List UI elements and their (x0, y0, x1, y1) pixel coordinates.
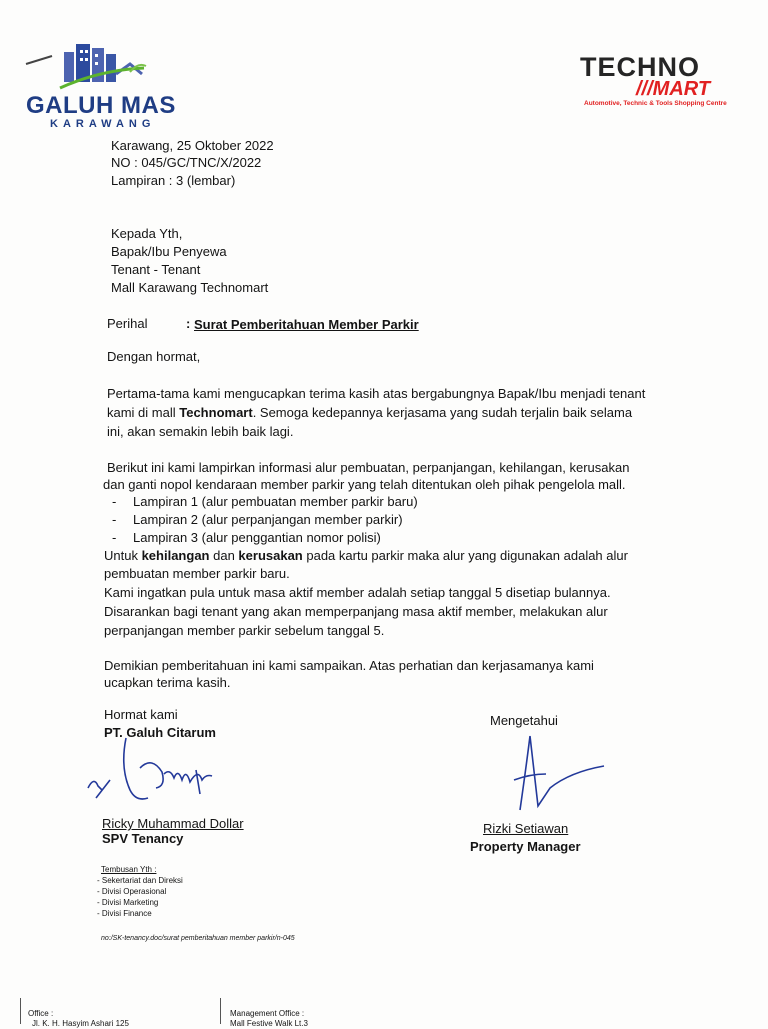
list-item: Lampiran 3 (alur penggantian nomor polisi) (133, 530, 381, 545)
paragraph-4-line: Kami ingatkan pula untuk masa aktif member adalah setiap tanggal 5 disetiap bulannya. (104, 585, 611, 600)
technomart-logo (580, 52, 730, 112)
acknowledged-label: Mengetahui (490, 713, 558, 728)
office-address: Jl. K. H. Hasyim Ashari 125 (32, 1019, 129, 1028)
subject-text: Surat Pemberitahuan Member Parkir (194, 317, 419, 332)
paragraph-4-line: Disarankan bagi tenant yang akan memperpanjang masa aktif member, melakukan alur (104, 604, 608, 619)
text: dan (209, 548, 239, 563)
letter-attachment: Lampiran : 3 (lembar) (111, 173, 236, 188)
letter-number: NO : 045/GC/TNC/X/2022 (111, 155, 262, 170)
company-name: PT. Galuh Citarum (104, 725, 216, 740)
recipient-line: Bapak/Ibu Penyewa (111, 244, 227, 259)
subject-colon: : (186, 316, 191, 331)
text: Untuk (104, 548, 142, 563)
techno-wordmark: TECHNO (580, 52, 700, 82)
signer-left-name: Ricky Muhammad Dollar (102, 816, 244, 831)
paragraph-3-line (104, 547, 628, 564)
list-dash: - (112, 512, 117, 527)
galuh-mas-city: KARAWANG (50, 118, 156, 130)
cc-item: - Divisi Operasional (97, 887, 167, 896)
recipient-line: Kepada Yth, (111, 226, 183, 241)
cc-title: Tembusan Yth : (101, 865, 157, 874)
list-dash: - (112, 530, 117, 545)
paragraph-5-line: ucapkan terima kasih. (104, 675, 231, 690)
salutation: Dengan hormat, (107, 349, 201, 364)
cc-item: - Divisi Marketing (97, 898, 159, 907)
subject-label: Perihal (107, 316, 148, 331)
paragraph-1-line: Pertama-tama kami mengucapkan terima kasih atas bergabungnya Bapak/Ibu menjadi tenant (107, 386, 646, 401)
cc-item: - Sekertariat dan Direksi (97, 876, 183, 885)
signer-left-title: SPV Tenancy (102, 831, 184, 846)
paragraph-2-line: dan ganti nopol kendaraan member parkir yang telah ditentukan oleh pihak pengelola mall. (103, 477, 626, 492)
office-label: Office : (28, 1009, 54, 1018)
kerusakan-bold: kerusakan (238, 548, 303, 563)
mart-wordmark (636, 78, 710, 101)
reference-code: no:/SK-tenancy.doc/surat pemberitahuan member parkir/n-045 (101, 935, 295, 942)
list-dash: - (112, 494, 117, 509)
recipient-line: Tenant - Tenant (111, 262, 201, 277)
signer-right-title: Property Manager (470, 839, 581, 854)
text: kami di mall (107, 405, 180, 420)
signature-left-image (80, 728, 240, 828)
kehilangan-bold: kehilangan (141, 548, 210, 563)
closing: Hormat kami (104, 707, 178, 722)
technomart-tagline: Automotive, Technic & Tools Shopping Centre (584, 100, 727, 107)
list-item: Lampiran 2 (alur perpanjangan member parkir) (133, 512, 403, 527)
paragraph-3-line: pembuatan member parkir baru. (104, 566, 290, 581)
list-item: Lampiran 1 (alur pembuatan member parkir baru) (133, 494, 418, 509)
mart-label: MART (652, 78, 711, 100)
paragraph-4-line: perpanjangan member parkir sebelum tanggal 5. (104, 623, 385, 638)
text: . Semoga kedepannya kerjasama yang sudah terjalin baik selama (252, 405, 633, 420)
technomart-bold: Technomart (179, 405, 253, 420)
paragraph-1-line (107, 404, 632, 421)
galuh-mas-name: GALUH MAS (26, 92, 176, 119)
letter-date: Karawang, 25 Oktober 2022 (111, 138, 274, 153)
text: pada kartu parkir maka alur yang digunakan adalah alur (302, 548, 628, 563)
paragraph-2-line: Berikut ini kami lampirkan informasi alur pembuatan, perpanjangan, kehilangan, kerusakan (107, 460, 630, 475)
management-office-label: Management Office : (230, 1009, 305, 1018)
galuh-mas-logo (20, 40, 180, 132)
paragraph-5-line: Demikian pemberitahuan ini kami sampaikan. Atas perhatian dan kerjasamanya kami (104, 658, 594, 673)
cc-item: - Divisi Finance (97, 909, 152, 918)
paragraph-1-line: ini, akan semakin lebih baik lagi. (107, 424, 294, 439)
footer-divider (20, 998, 21, 1024)
footer-divider (220, 998, 221, 1024)
signature-right-image (500, 728, 610, 818)
management-office-address: Mall Festive Walk Lt.3 (230, 1019, 308, 1028)
building-skyline-icon (20, 40, 180, 100)
recipient-line: Mall Karawang Technomart (111, 280, 269, 295)
signer-right-name: Rizki Setiawan (483, 821, 569, 836)
stripes: /// (636, 78, 653, 100)
